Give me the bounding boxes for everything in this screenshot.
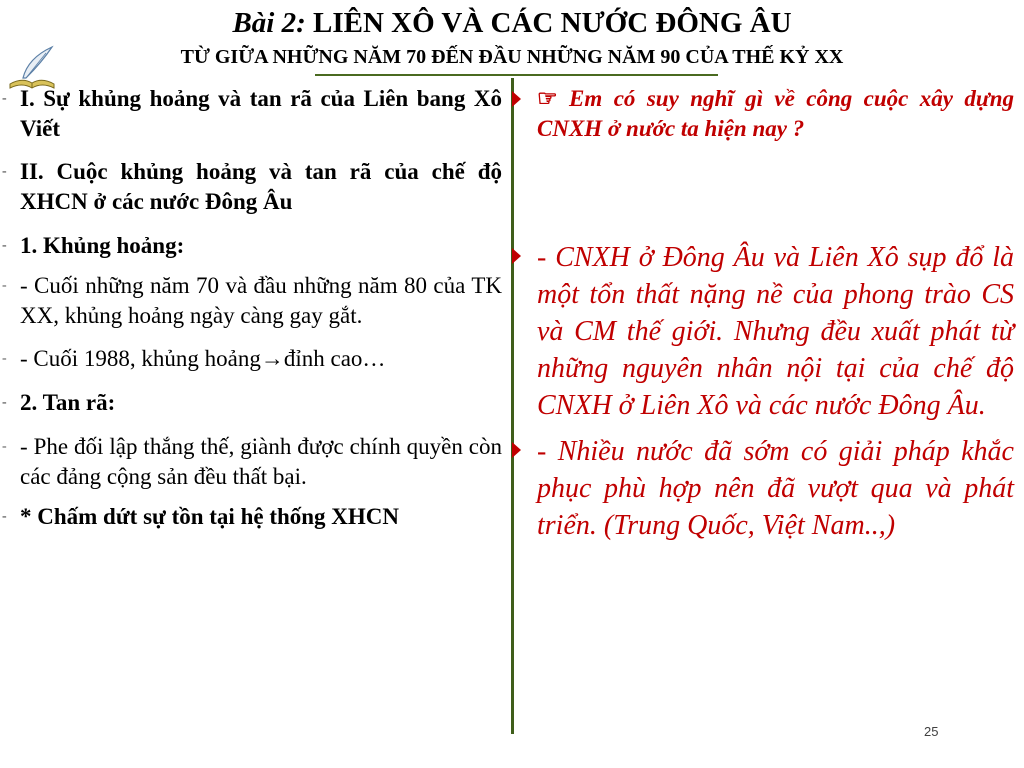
list-item: - - Phe đối lập thắng thế, giành được chính quyền còn các đảng cộng sản đều thất bại. (2, 434, 502, 489)
lesson-label: Bài 2: (232, 7, 306, 39)
column-divider (511, 78, 514, 734)
bullet-arrow-icon (512, 442, 521, 458)
list-item: - - Cuối 1988, khủng hoảng→đỉnh cao… (20, 344, 502, 374)
bullet-arrow-icon (512, 91, 521, 107)
answer-paragraph: - Nhiều nước đã sớm có giải pháp khắc phục phù hợp nên đã vượt qua và phát triển. (Trung Quốc, Việt Nam..,) (537, 433, 1014, 544)
pointing-hand-icon: ☞ (537, 86, 558, 111)
list-item: - - Cuối những năm 70 và đầu những năm 80 của TK XX, khủng hoảng ngày càng gay gắt. (2, 273, 502, 328)
bullet-marker: - (2, 164, 7, 179)
bullet-marker: - (2, 509, 7, 524)
bullet-marker: - (2, 351, 7, 366)
bullet-marker: - (2, 91, 7, 106)
bullet-marker: - (2, 238, 7, 253)
title-underline (315, 74, 718, 76)
slide-title (0, 6, 1024, 40)
bullet-arrow-icon (512, 248, 521, 264)
bullet-marker: - (2, 395, 7, 410)
list-item: - I. Sự khủng hoảng và tan rã của Liên bang Xô Viết (2, 86, 502, 141)
bullet-marker: - (2, 278, 7, 293)
question-text: Em có suy nghĩ gì về công cuộc xây dựng CNXH ở nước ta hiện nay ? (537, 86, 1014, 141)
list-item: - II. Cuộc khủng hoảng và tan rã của chế độ XHCN ở các nước Đông Âu (2, 159, 502, 214)
page-number: 25 (924, 724, 939, 739)
left-column (2, 84, 502, 532)
right-column (537, 84, 1014, 544)
list-item: - 2. Tan rã: (20, 388, 502, 418)
bullet-marker: - (2, 439, 7, 454)
slide-subtitle: TỪ GIỮA NHỮNG NĂM 70 ĐẾN ĐẦU NHỮNG NĂM 90 CỦA THẾ KỶ XX (180, 46, 844, 68)
answer-paragraph: - CNXH ở Đông Âu và Liên Xô sụp đổ là một tổn thất nặng nề của phong trào CS và CM thế giới. Nhưng đều xuất phát từ những nguyên nhân nội tại của chế độ CNXH ở Liên Xô và các nước Đông Âu. (537, 239, 1014, 424)
question (537, 84, 1014, 144)
list-item: - * Chấm dứt sự tồn tại hệ thống XHCN (20, 502, 502, 532)
lesson-title: LIÊN XÔ VÀ CÁC NƯỚC ĐÔNG ÂU (313, 7, 792, 39)
list-item: - 1. Khủng hoảng: (20, 231, 502, 261)
